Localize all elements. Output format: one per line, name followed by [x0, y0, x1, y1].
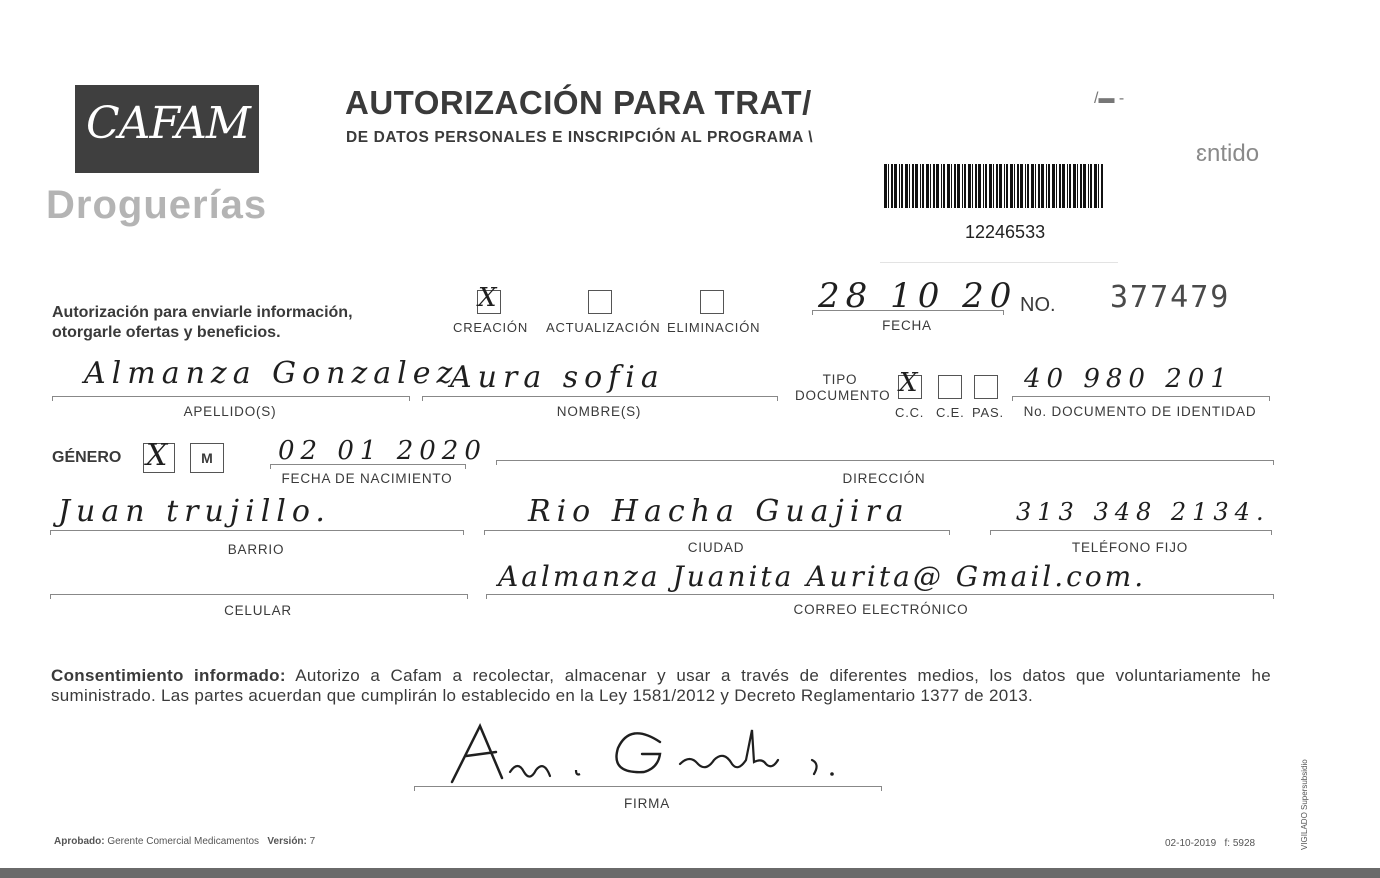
genero-label: GÉNERO	[52, 449, 122, 466]
divider	[880, 262, 1118, 263]
nacimiento-line	[270, 464, 466, 469]
barcode-bar	[905, 164, 908, 208]
firma-label: FIRMA	[624, 796, 670, 811]
barcode-bar	[884, 164, 887, 208]
ciudad-value[interactable]: Rio Hacha Guajira	[528, 494, 910, 529]
barcode-bar	[1035, 164, 1036, 208]
label-ce: C.E.	[936, 405, 965, 420]
version-value: 7	[309, 836, 316, 847]
consent-text: Autorizo a Cafam a recolectar, almacenar y usar a través de diferentes medios, los datos que voluntariamente he suministrado. Las partes acuerdan que cumplirán lo establecido en la Ley 1581/2012 y Decreto Reglamentario 1377 de 2013.	[51, 666, 1271, 705]
footer-form-code: f: 5928	[1224, 838, 1256, 849]
barcode-bar	[954, 164, 956, 208]
barcode-bar	[1010, 164, 1013, 208]
barcode-bar	[947, 164, 950, 208]
barcode-bar	[957, 164, 960, 208]
form-title: AUTORIZACIÓN PARA TRAT/	[345, 84, 812, 121]
barcode-bar	[941, 164, 942, 208]
barcode-bar	[1041, 164, 1044, 208]
nombres-line	[422, 396, 778, 401]
barcode-bar	[975, 164, 977, 208]
barcode-bar	[899, 164, 900, 208]
logo-wordmark: CAFAM	[86, 98, 250, 149]
barcode-bar	[888, 164, 889, 208]
barcode-bar	[1080, 164, 1082, 208]
scan-edge	[0, 868, 1380, 878]
barcode-bar	[1101, 164, 1103, 208]
label-cc: C.C.	[895, 405, 925, 420]
footer-date-code: 02-10-2019	[1165, 838, 1217, 849]
barcode-number: 12246533	[965, 222, 1046, 242]
nacimiento-label: FECHA DE NACIMIENTO	[281, 471, 453, 486]
barrio-label: BARRIO	[227, 542, 285, 557]
checkbox-eliminacion[interactable]	[700, 290, 724, 314]
barcode-bar	[972, 164, 973, 208]
checkbox-pas[interactable]	[974, 375, 998, 399]
barcode-bar	[1056, 164, 1057, 208]
barcode-bar	[1073, 164, 1076, 208]
barcode-bar	[933, 164, 935, 208]
nacimiento-value[interactable]: 02 01 2020	[278, 436, 487, 466]
barcode	[884, 164, 1106, 208]
telefono-label: TELÉFONO FIJO	[1071, 540, 1189, 555]
footer-codes	[1165, 838, 1255, 849]
barcode-bar	[1062, 164, 1065, 208]
telefono-value[interactable]: 313 348 2134.	[1016, 498, 1270, 526]
barcode-bar	[978, 164, 981, 208]
nombres-label: NOMBRE(S)	[556, 404, 642, 419]
ciudad-line	[484, 530, 950, 535]
auth-text	[52, 303, 353, 343]
barcode-bar	[1027, 164, 1029, 208]
barcode-bar	[943, 164, 945, 208]
doc-number-line	[1012, 396, 1270, 401]
barcode-bar	[1014, 164, 1015, 208]
label-eliminacion: ELIMINACIÓN	[667, 320, 761, 335]
fecha-line	[812, 310, 1004, 315]
telefono-line	[990, 530, 1272, 535]
genero-f-mark: X	[146, 438, 168, 473]
version-label: Versión:	[267, 836, 307, 847]
barcode-bar	[985, 164, 987, 208]
form-subtitle: DE DATOS PERSONALES E INSCRIPCIÓN AL PROGRAMA \	[346, 129, 814, 146]
barcode-bar	[1025, 164, 1026, 208]
tipo-label-line-2: DOCUMENTO	[795, 388, 891, 403]
barcode-bar	[912, 164, 914, 208]
footer-vertical-text: VIGILADO Supersubsidio	[1300, 759, 1309, 850]
label-actualizacion: ACTUALIZACIÓN	[546, 320, 661, 335]
signature-drawing	[440, 712, 860, 790]
barcode-bar	[894, 164, 897, 208]
barcode-bar	[1067, 164, 1068, 208]
barcode-bar	[1077, 164, 1078, 208]
barrio-line	[50, 530, 464, 535]
barcode-bar	[920, 164, 921, 208]
header-right-fragment: ɛntido	[1196, 140, 1260, 167]
barcode-bar	[964, 164, 966, 208]
checkbox-creacion-mark: X	[478, 283, 497, 313]
label-pas: PAS.	[972, 405, 1004, 420]
barrio-value[interactable]: Juan trujillo.	[58, 494, 331, 529]
tipo-documento-label	[795, 372, 891, 404]
barcode-bar	[1017, 164, 1019, 208]
scan-smudge: /▬ ‐	[1094, 90, 1125, 107]
barcode-bar	[989, 164, 992, 208]
correo-label: CORREO ELECTRÓNICO	[793, 602, 969, 617]
consent-heading: Consentimiento informado:	[51, 666, 286, 685]
checkbox-cc-mark: X	[899, 368, 918, 398]
barcode-bar	[1004, 164, 1005, 208]
barcode-bar	[983, 164, 984, 208]
barcode-bar	[1038, 164, 1040, 208]
correo-line	[486, 594, 1274, 599]
checkbox-ce[interactable]	[938, 375, 962, 399]
barcode-bar	[1090, 164, 1092, 208]
barcode-bar	[922, 164, 924, 208]
nombres-value[interactable]: Aura sofia	[450, 360, 665, 395]
barcode-bar	[1031, 164, 1034, 208]
barcode-bar	[1098, 164, 1099, 208]
consent-paragraph	[51, 666, 1271, 706]
direccion-label: DIRECCIÓN	[842, 471, 926, 486]
ciudad-label: CIUDAD	[687, 540, 745, 555]
folio-number: 377479	[1110, 280, 1231, 315]
apellidos-value[interactable]: Almanza Gonzalez	[84, 356, 459, 391]
fecha-value[interactable]: 28 10 20	[818, 276, 1018, 316]
barcode-bar	[1059, 164, 1061, 208]
barcode-bar	[1046, 164, 1047, 208]
celular-line	[50, 594, 468, 599]
auth-line-1: Autorización para enviarle información,	[52, 304, 353, 321]
logo-subtitle: Droguerías	[46, 183, 268, 227]
barcode-bar	[930, 164, 931, 208]
doc-number-value[interactable]: 40 980 201	[1024, 364, 1233, 394]
barcode-bar	[968, 164, 971, 208]
barcode-bar	[1020, 164, 1023, 208]
checkbox-genero-m[interactable]: M	[190, 443, 224, 473]
aprobado-label: Aprobado:	[54, 836, 105, 847]
aprobado-value: Gerente Comercial Medicamentos	[107, 836, 260, 847]
barcode-bar	[1088, 164, 1089, 208]
barcode-bar	[996, 164, 998, 208]
fecha-label: FECHA	[882, 318, 932, 333]
doc-number-label: No. DOCUMENTO DE IDENTIDAD	[1023, 404, 1257, 419]
apellidos-line	[52, 396, 410, 401]
no-label: NO.	[1020, 294, 1056, 316]
barcode-bar	[1083, 164, 1086, 208]
barcode-bar	[926, 164, 929, 208]
footer-approval	[54, 836, 315, 847]
barcode-bar	[909, 164, 910, 208]
direccion-line	[496, 460, 1274, 465]
barcode-bar	[951, 164, 952, 208]
barcode-bar	[1006, 164, 1008, 208]
tipo-label-line-1: TIPO	[822, 372, 858, 387]
firma-line	[414, 786, 882, 791]
barcode-bar	[993, 164, 994, 208]
label-creacion: CREACIÓN	[453, 320, 529, 335]
checkbox-genero-f[interactable]	[143, 438, 175, 473]
checkbox-actualizacion[interactable]	[588, 290, 612, 314]
barcode-bar	[1069, 164, 1071, 208]
barcode-bar	[962, 164, 963, 208]
apellidos-label: APELLIDO(S)	[183, 404, 277, 419]
checkbox-creacion[interactable]	[477, 283, 501, 314]
auth-line-2: otorgarle ofertas y beneficios.	[52, 324, 281, 341]
barcode-bar	[1094, 164, 1097, 208]
correo-value[interactable]: Aalmanza Juanita Aurita@ Gmail.com.	[498, 560, 1147, 593]
barcode-bar	[915, 164, 918, 208]
barcode-bar	[1048, 164, 1050, 208]
checkbox-cc[interactable]	[898, 368, 922, 399]
celular-label: CELULAR	[224, 603, 292, 618]
barcode-bar	[901, 164, 903, 208]
barcode-bar	[891, 164, 893, 208]
barcode-bar	[936, 164, 939, 208]
barcode-bar	[1052, 164, 1055, 208]
barcode-bar	[999, 164, 1002, 208]
